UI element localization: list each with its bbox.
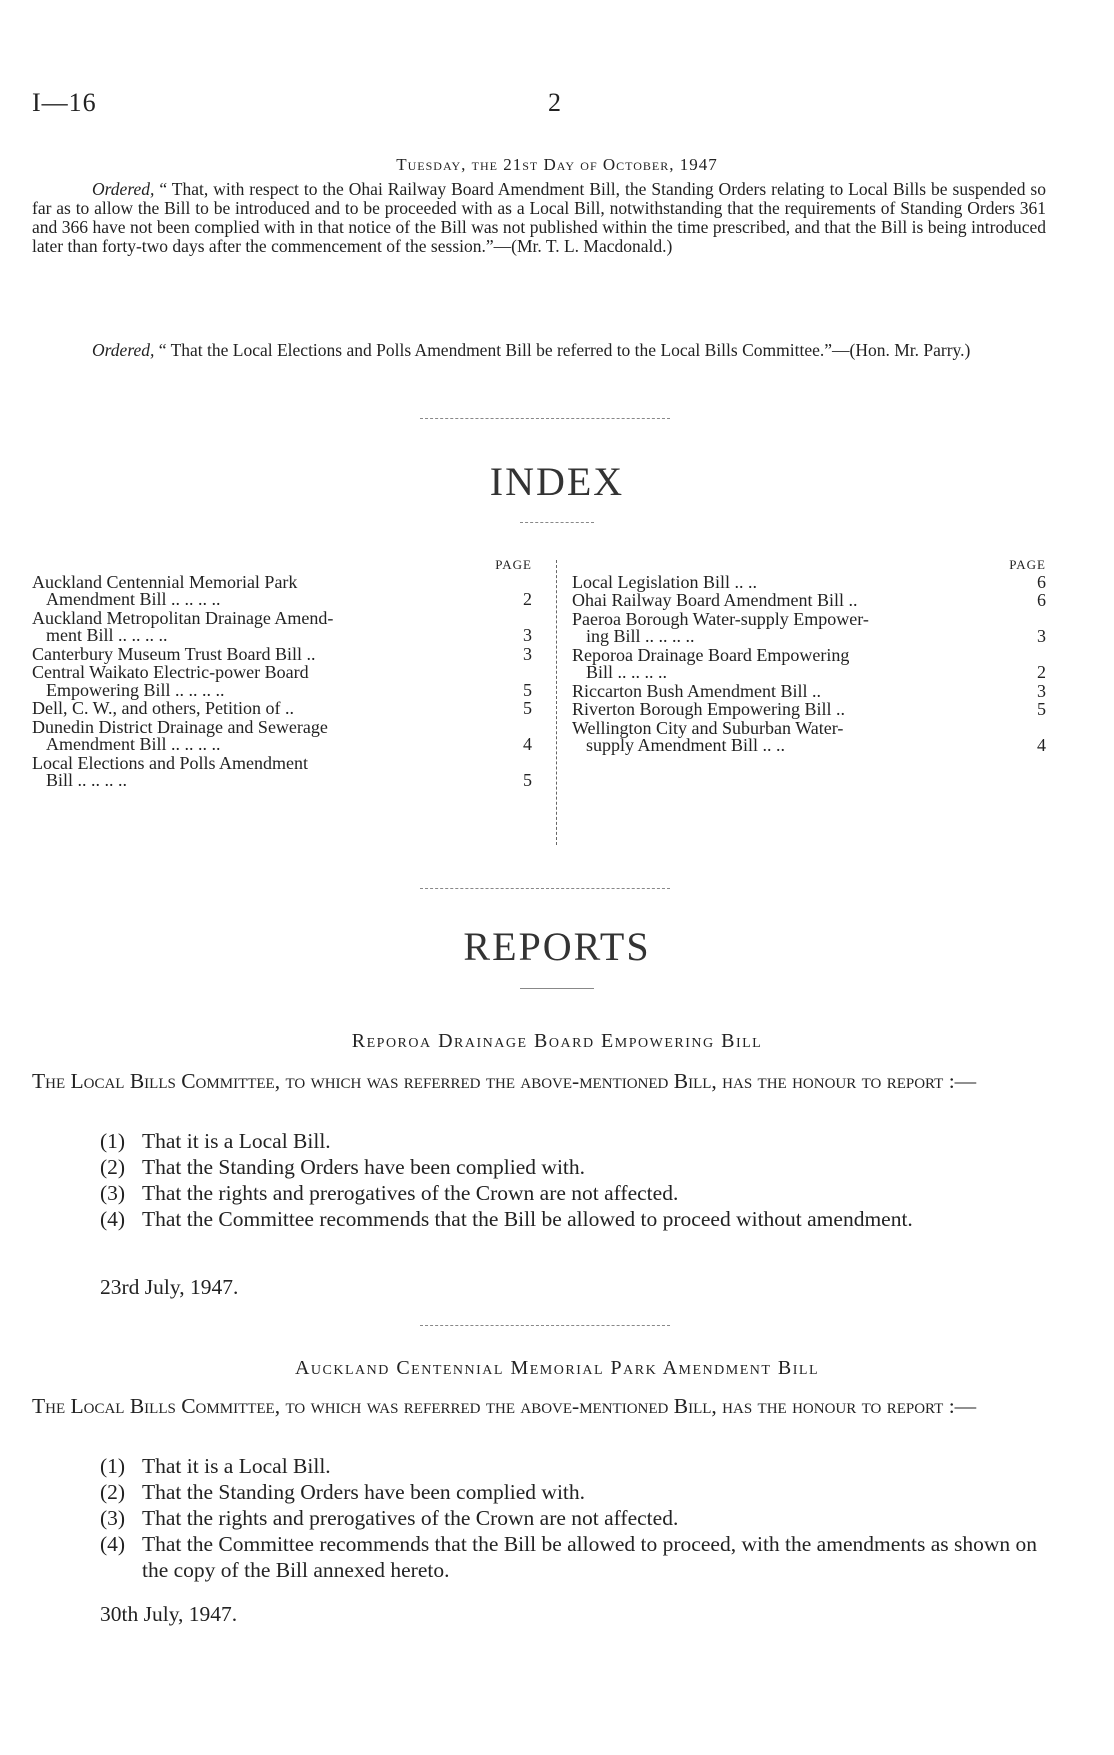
point-number: (4) [100,1532,126,1556]
report-heading: Auckland Centennial Memorial Park Amendment Bill [294,1357,820,1379]
index-entry [572,717,1046,755]
index-entry-page: 6 [1037,590,1046,610]
index-entry-page: 2 [1037,662,1046,682]
index-entry-line: Central Waikato Electric-power Board [32,662,309,682]
index-entry [32,607,532,645]
report-points [100,1128,1046,1232]
index-entry-line: Auckland Metropolitan Drainage Amend- [32,607,334,628]
point-number: (1) [100,1454,126,1478]
index-entry-page: 3 [523,625,532,645]
index-entry-line: Local Legislation Bill .. .. [572,571,757,592]
index-title: INDEX [489,459,625,504]
divider [520,522,594,523]
point-number: (2) [100,1480,126,1504]
index-entry-page: 4 [523,734,532,754]
index-entry [32,716,532,754]
index-entry-line: Dunedin District Drainage and Sewerage [32,716,328,737]
index-entry-page: 5 [523,679,532,700]
index-entry-page: 3 [523,643,532,664]
index-entry-line: Canterbury Museum Trust Board Bill .. [32,643,316,664]
order-2 [32,341,1046,360]
index-entry [32,752,532,790]
index-entry-line: Dell, C. W., and others, Petition of .. [32,698,294,718]
report-intro [32,1393,1046,1419]
index-entry-title [32,643,502,664]
index-entry-page: 3 [1037,626,1046,646]
point-text: That it is a Local Bill. [142,1454,331,1478]
index-entry [32,700,532,718]
report-points [100,1453,1046,1583]
point-text: That the Committee recommends that the Bill be allowed to proceed without amendment. [142,1207,913,1231]
list-item [100,1154,1046,1180]
index-entry-line: Empowering Bill .. .. .. .. [46,679,225,700]
point-number: (2) [100,1155,126,1179]
index-entry-page: 5 [523,770,532,790]
order-text: “ That, with respect to the Ohai Railway Board Amendment Bill, the Standing Orders relating to Local Bills be suspended so far as to allow the Bill to be introduced and to be proceeded with as a Local Bill, notwithstanding that the requirements of Standing Orders 361 and 366 have not been complied with in that notice of the Bill was not published within the time prescribed, and that the Bill is being introduced later than forty-two days after the commencement of the session.”—(Mr. T. L. Macdonald.) [32,179,1046,256]
index-entry-title [32,752,502,790]
index-entry-title [32,607,502,645]
point-text: That the rights and prerogatives of the Crown are not affected. [142,1181,679,1205]
point-text: That the Standing Orders have been complied with. [142,1155,586,1179]
index-entry-line: ing Bill .. .. .. .. [586,626,695,646]
index-entry-line: Reporoa Drainage Board Empowering [572,644,850,665]
index-entry-title [572,680,1016,701]
index-entry-page: 2 [523,589,532,609]
report-date: 23rd July, 1947. [100,1275,239,1299]
index-entry-line: Amendment Bill .. .. .. .. [46,589,221,609]
list-item [100,1531,1046,1583]
report-intro-text: The Local Bills Committee, to which was referred the above-mentioned Bill, has the honour to report :— [32,1069,977,1093]
index-entry [32,643,532,664]
index-entry-line: Amendment Bill .. .. .. .. [46,734,221,754]
index-entry-page: 4 [1037,735,1046,755]
list-item [100,1128,1046,1154]
point-number: (4) [100,1207,126,1231]
index-entry-line: Bill .. .. .. .. [46,770,128,790]
index-entry-line: Ohai Railway Board Amendment Bill .. [572,590,858,610]
divider [520,988,594,989]
list-item [100,1479,1046,1505]
index-entry-title [572,592,1016,610]
index-column-separator [556,560,557,845]
index-entry [572,680,1046,701]
index-entry-line: Paeroa Borough Water-supply Empower- [572,608,869,629]
page-column-header: PAGE [495,557,532,572]
order-1 [32,180,1046,256]
index-entry-line: Local Elections and Polls Amendment [32,752,308,773]
index-entry [32,664,532,699]
report-intro [32,1068,1046,1094]
point-text: That the Standing Orders have been complied with. [142,1480,586,1504]
index-entry [572,608,1046,646]
index-entry-title [32,664,502,699]
index-entry [572,701,1046,719]
index-entry-line: ment Bill .. .. .. .. [46,625,168,645]
index-entry-title [32,700,502,718]
index-entry-title [572,701,1016,719]
index-entry-line: supply Amendment Bill .. .. [586,735,786,755]
point-text: That the rights and prerogatives of the Crown are not affected. [142,1506,679,1530]
point-number: (3) [100,1181,126,1205]
index-entry [572,592,1046,610]
divider [420,418,670,419]
order-text: “ That the Local Elections and Polls Amendment Bill be referred to the Local Bills Committee.”—(Hon. Mr. Parry.) [158,340,971,360]
index-entry-line: Auckland Centennial Memorial Park [32,571,298,592]
ordered-label: Ordered, [92,340,155,360]
index-entry-line: Bill .. .. .. .. [586,662,668,682]
paper-reference: I—16 [32,88,97,117]
index-entry-title [572,571,1016,592]
index-entry-title [572,608,1016,646]
report-heading: Reporoa Drainage Board Empowering Bill [351,1030,763,1052]
list-item [100,1206,1046,1232]
page-column-header: PAGE [1009,557,1046,572]
index-entry-page: 5 [1037,699,1046,719]
report-intro-text: The Local Bills Committee, to which was referred the above-mentioned Bill, has the honour to report :— [32,1394,977,1418]
index-entry-title [572,644,1016,682]
day-line: Tuesday, the 21st Day of October, 1947 [396,155,718,174]
point-number: (3) [100,1506,126,1530]
reports-title: REPORTS [463,924,651,969]
index-right-column [572,556,1046,756]
point-text: That the Committee recommends that the Bill be allowed to proceed, with the amendments as shown on the copy of the Bill annexed hereto. [142,1532,1038,1582]
index-entry-title [32,716,502,754]
report-date: 30th July, 1947. [100,1602,238,1626]
index-entry-page: 5 [523,698,532,718]
index-left-column [32,556,532,791]
page-number: 2 [548,88,561,117]
list-item [100,1180,1046,1206]
index-entry [32,571,532,609]
divider [420,888,670,889]
index-entry-title [572,717,1016,755]
index-entry-line: Wellington City and Suburban Water- [572,717,844,738]
index-entry-title [32,571,502,609]
index-entry-line: Riccarton Bush Amendment Bill .. [572,680,821,701]
index-entry [572,644,1046,682]
index-entry-line: Riverton Borough Empowering Bill .. [572,699,845,719]
index-entry-page: 6 [1037,571,1046,592]
point-text: That it is a Local Bill. [142,1129,331,1153]
index-entry-page: 3 [1037,680,1046,701]
ordered-label: Ordered, [92,179,155,199]
list-item [100,1453,1046,1479]
point-number: (1) [100,1129,126,1153]
list-item [100,1505,1046,1531]
divider [420,1325,670,1326]
index-entry [572,571,1046,592]
